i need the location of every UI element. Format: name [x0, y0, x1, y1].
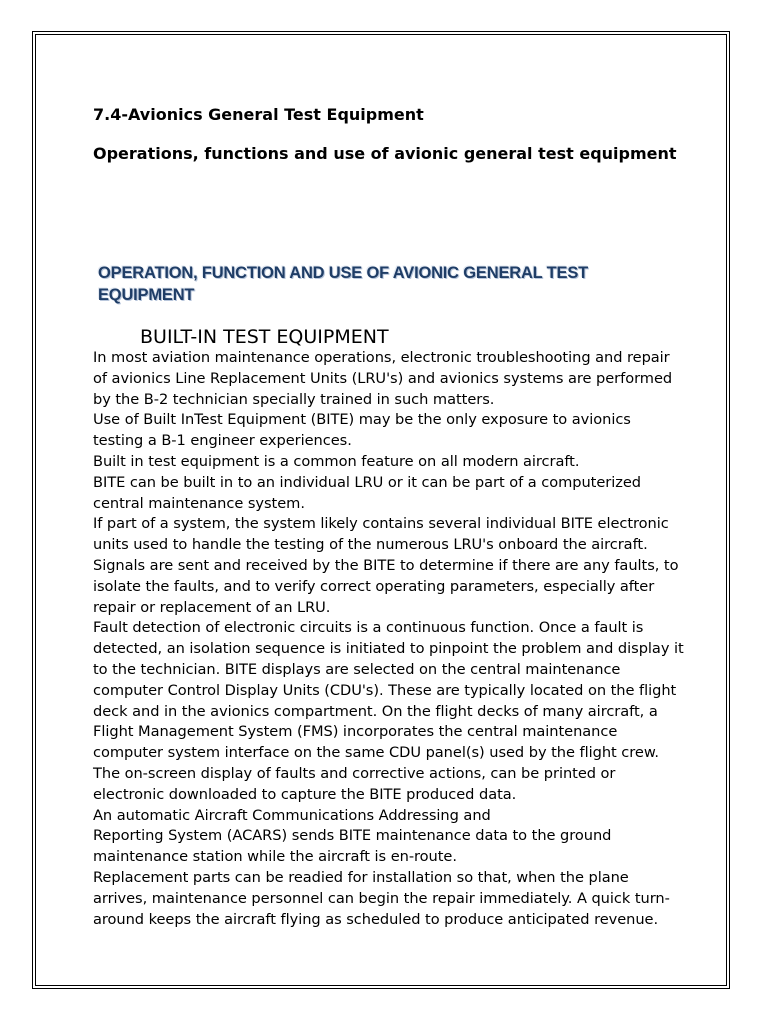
built-in-test-equipment-title: BUILT-IN TEST EQUIPMENT: [140, 326, 389, 348]
paragraph: If part of a system, the system likely contains several individual BITE electronic units used to handle the testing of the numerous LRU's onboard the aircraft. Signals are sent and received by the BITE to determine if there are any faults, to isolate the faults, and to verify correct operating parameters, especially after repair or replacement of an LRU.: [93, 515, 679, 616]
paragraph: In most aviation maintenance operations, electronic troubleshooting and repair of avionics Line Replacement Units (LRU's) and avionics systems are performed by the B-2 technician specially trained in such matters.: [93, 349, 673, 408]
paragraph: Fault detection of electronic circuits is a continuous function. Once a fault is detected, an isolation sequence is initiated to pinpoint the problem and display it to the technician. BITE displays are selected on the central maintenance computer Control Display Units (CDU's). These are typically located on the flight deck and in the avionics compartment. On the flight decks of many aircraft, a Flight Management System (FMS) incorporates the central maintenance computer system interface on the same CDU panel(s) used by the flight crew. The on-screen display of faults and corrective actions, can be printed or electronic downloaded to capture the BITE produced data.: [93, 619, 684, 803]
section-subtitle: Operations, functions and use of avionic general test equipment: [93, 144, 677, 163]
paragraph: Reporting System (ACARS) sends BITE maintenance data to the ground maintenance station while the aircraft is en-route.: [93, 827, 612, 866]
document-header: [93, 103, 693, 166]
paragraph: Built in test equipment is a common feature on all modern aircraft.: [93, 452, 580, 470]
section-heading: 7.4-Avionics General Test Equipment: [93, 105, 424, 124]
paragraph: BITE can be built in to an individual LRU or it can be part of a computerized central maintenance system.: [93, 473, 641, 512]
paragraph: An automatic Aircraft Communications Addressing and: [93, 806, 491, 824]
paragraph: Replacement parts can be readied for installation so that, when the plane arrives, maintenance personnel can begin the repair immediately. A quick turn-around keeps the aircraft flying as scheduled to produce anticipated revenue.: [93, 868, 670, 928]
banner-title: OPERATION, FUNCTION AND USE OF AVIONIC GENERAL TEST EQUIPMENT: [98, 264, 589, 304]
paragraph: Use of Built InTest Equipment (BITE) may be the only exposure to avionics testing a B-1 engineer experiences.: [93, 411, 631, 450]
body-text: [93, 348, 685, 930]
